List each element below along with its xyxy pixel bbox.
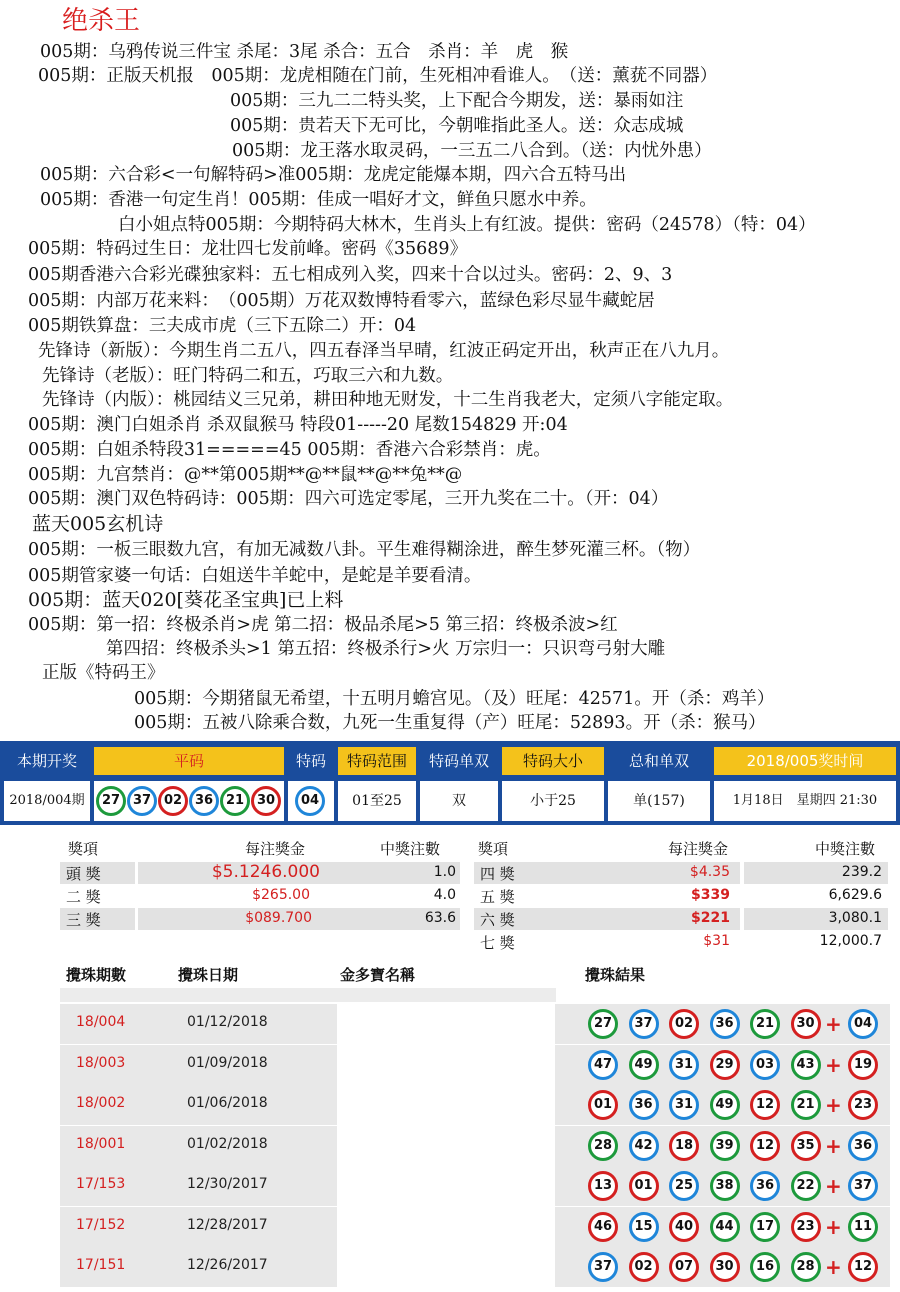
result-ball: 31 [669, 1050, 699, 1080]
result-ball: 27 [588, 1009, 618, 1039]
result-ball: 30 [710, 1252, 740, 1282]
row-issue: 17/153 [76, 1176, 126, 1192]
ball: 36 [189, 786, 219, 816]
result-ball: 21 [791, 1090, 821, 1120]
draw-normal-balls [94, 781, 284, 821]
ball: 30 [251, 786, 281, 816]
text-line: 005期：一板三眼数九宫，有加无减数八卦。平生难得糊涂进，醉生梦死灌三杯。（物） [28, 540, 701, 560]
header-size: 特码大小 [502, 747, 604, 775]
prize-amount: $089.700 [245, 910, 312, 926]
row-date: 01/12/2018 [187, 1014, 268, 1030]
row-date: 12/26/2017 [187, 1257, 268, 1273]
history-header-result: 攪珠結果 [585, 966, 646, 984]
result-ball: 03 [750, 1050, 780, 1080]
prize-amount: $339 [691, 887, 730, 903]
text-line: 005期：五被八除乘合数，九死一生重复得（产）旺尾：52893。开（杀：猴马） [134, 713, 766, 733]
text-line: 先锋诗（老版）：旺门特码二和五，巧取三六和九数。 [42, 366, 454, 386]
ball: 02 [158, 786, 188, 816]
result-ball: 17 [750, 1212, 780, 1242]
text-line: 005期香港六合彩光碟独家料：五七相成列入奖，四来十合以过头。密码：2、9、3 [28, 265, 673, 285]
result-ball: 15 [629, 1212, 659, 1242]
result-ball: 21 [750, 1009, 780, 1039]
special-ball: 04 [848, 1009, 878, 1039]
prize-amount: $31 [703, 933, 730, 949]
ball: 37 [127, 786, 157, 816]
table-row [60, 1207, 890, 1247]
result-ball: 43 [791, 1050, 821, 1080]
result-ball: 07 [669, 1252, 699, 1282]
result-ball: 12 [750, 1090, 780, 1120]
prize-name: 五 獎 [480, 888, 515, 906]
result-ball: 28 [588, 1131, 618, 1161]
draw-issue: 2018/004期 [4, 781, 90, 821]
ball: 21 [220, 786, 250, 816]
result-ball: 46 [588, 1212, 618, 1242]
text-line: 第四招：终极杀头>1 第五招：终极杀行>火 万宗归一：只识弯弓射大雕 [106, 639, 666, 659]
result-ball: 22 [791, 1171, 821, 1201]
page-title: 绝杀王 [62, 6, 141, 36]
prize-name: 三 獎 [66, 911, 101, 929]
text-line: 005期：乌鸦传说三件宝 杀尾：3尾 杀合：五合 杀肖：羊 虎 猴 [40, 42, 569, 62]
section-heading: 蓝天005玄机诗 [32, 513, 164, 535]
table-row [60, 1004, 890, 1044]
header-odd-even: 特码单双 [428, 752, 489, 770]
header-next-time: 2018/005奖时间 [714, 747, 896, 775]
text-line: 005期铁算盘：三夫成市虎（三下五除二）开：04 [28, 316, 417, 336]
prize-name: 六 獎 [480, 911, 515, 929]
special-ball: 37 [848, 1171, 878, 1201]
row-issue: 17/151 [76, 1257, 126, 1273]
draw-sum-odd-even: 单(157) [608, 781, 710, 821]
draw-odd-even: 双 [420, 781, 498, 821]
result-ball: 47 [588, 1050, 618, 1080]
text-line: 005期：内部万花来料： （005期）万花双数博特看零六，蓝绿色彩尽显牛藏蛇居 [28, 291, 655, 311]
row-issue: 18/004 [76, 1014, 126, 1030]
prize-count: 12,000.7 [819, 933, 882, 949]
prize-count: 63.6 [424, 910, 456, 926]
text-line: 005期：澳门双色特码诗：005期：四六可选定零尾，三开九奖在二十。（开：04） [28, 489, 669, 509]
plus-sign: + [825, 1012, 842, 1036]
plus-sign: + [825, 1214, 842, 1239]
table-row [60, 1247, 890, 1287]
result-ball: 16 [750, 1252, 780, 1282]
table-row [60, 1126, 890, 1166]
prize-amount: $5.1246.000 [211, 862, 320, 882]
result-ball: 44 [710, 1212, 740, 1242]
table-row [60, 1045, 890, 1085]
result-ball: 23 [791, 1212, 821, 1242]
plus-sign: + [825, 1255, 842, 1279]
result-ball: 37 [629, 1009, 659, 1039]
row-issue: 18/003 [76, 1054, 126, 1071]
result-ball: 36 [750, 1171, 780, 1201]
plus-sign: + [825, 1133, 842, 1158]
text-line: 005期：香港一句定生肖！005期：佳成一唱好才文，鲜鱼只愿水中养。 [40, 190, 597, 210]
header-special: 特码 [295, 752, 326, 770]
result-ball: 25 [669, 1171, 699, 1201]
text-line: 005期：第一招：终极杀肖>虎 第二招：极品杀尾>5 第三招：终极杀波>红 [28, 615, 618, 635]
prize-header-amount: 每注獎金 [245, 840, 306, 858]
text-line: 005期：澳门白姐杀肖 杀双鼠猴马 特段01-----20 尾数154829 开:04 [28, 415, 568, 435]
text-line: 先锋诗（内版）：桃园结义三兄弟，耕田种地无财发，十二生肖我老大，定须八字能定取。 [42, 390, 734, 410]
text-line: 白小姐点特005期：今期特码大林木，生肖头上有红波。提供：密码（24578）（特：04） [118, 215, 816, 235]
special-ball: 36 [848, 1131, 878, 1161]
result-ball: 02 [629, 1252, 659, 1282]
table-row [60, 1085, 890, 1125]
prize-name: 四 獎 [480, 865, 515, 883]
history-header-date: 攪珠日期 [178, 966, 239, 984]
result-ball: 01 [629, 1171, 659, 1201]
prize-header-count: 中獎注數 [380, 840, 441, 858]
plus-sign: + [825, 1093, 842, 1117]
text-line: 005期：蓝天020[葵花圣宝典]已上料 [28, 589, 344, 611]
row-issue: 18/002 [76, 1095, 126, 1111]
text-line: 005期：特码过生日：龙壮四七发前峰。密码《35689》 [28, 239, 468, 259]
prize-count: 239.2 [841, 864, 882, 880]
text-line: 005期：三九二二特头奖，上下配合今期发，送：暴雨如注 [230, 91, 684, 111]
prize-header-name: 獎項 [68, 840, 99, 858]
special-ball: 11 [848, 1212, 878, 1242]
draw-result-table [0, 741, 900, 825]
prize-name: 頭 獎 [66, 865, 101, 883]
prize-amount: $265.00 [252, 887, 310, 903]
prize-header-amount: 每注獎金 [668, 840, 729, 858]
result-ball: 12 [750, 1131, 780, 1161]
draw-special-ball [288, 781, 334, 821]
result-ball: 42 [629, 1131, 659, 1161]
prize-count: 1.0 [433, 864, 456, 880]
history-header-name: 金多寶名稱 [340, 966, 416, 984]
prize-count: 4.0 [433, 887, 456, 903]
text-line: 先锋诗（新版）：今期生肖二五八，四五春泽当早晴，红波正码定开出，秋声正在八九月。 [38, 341, 730, 361]
result-ball: 28 [791, 1252, 821, 1282]
result-ball: 37 [588, 1252, 618, 1282]
result-ball: 13 [588, 1171, 618, 1201]
text-line: 005期：白姐杀特段31=====45 005期：香港六合彩禁肖：虎。 [28, 440, 551, 460]
row-issue: 18/001 [76, 1135, 126, 1152]
header-range: 特码范围 [338, 747, 416, 775]
text-line: 005期：六合彩<一句解特码>准005期：龙虎定能爆本期，四六合五特马出 [40, 165, 627, 185]
row-date: 01/02/2018 [187, 1135, 268, 1152]
prize-count: 6,629.6 [828, 887, 882, 903]
draw-size: 小于25 [502, 781, 604, 821]
result-ball: 49 [710, 1090, 740, 1120]
text-line: 005期：正版天机报 005期：龙虎相随在门前，生死相冲看谁人。 （送：薰莸不同器） [38, 66, 718, 86]
text-line: 005期：贵若天下无可比，今朝唯指此圣人。送：众志成城 [230, 116, 684, 136]
plus-sign: + [825, 1052, 842, 1077]
result-ball: 40 [669, 1212, 699, 1242]
section-heading: 正版《特码王》 [42, 663, 165, 683]
result-ball: 31 [669, 1090, 699, 1120]
result-ball: 49 [629, 1050, 659, 1080]
text-line: 005期：九宫禁肖：@**第005期**@**鼠**@**兔**@ [28, 465, 463, 485]
plus-sign: + [825, 1174, 842, 1198]
prize-name: 七 獎 [480, 934, 515, 952]
text-line: 005期：龙王落水取灵码，一三五二八合到。（送：内忧外患） [232, 141, 712, 161]
result-ball: 01 [588, 1090, 618, 1120]
header-sum-odd-even: 总和单双 [628, 752, 689, 770]
result-ball: 35 [791, 1131, 821, 1161]
result-ball: 29 [710, 1050, 740, 1080]
draw-next-time: 1月18日 星期四 21:30 [714, 781, 896, 821]
ball: 04 [295, 786, 325, 816]
prize-count: 3,080.1 [828, 910, 882, 926]
text-line: 005期：今期猪鼠无希望，十五明月蟾宫见。（及）旺尾：42571。开（杀：鸡羊） [134, 689, 775, 709]
ball: 27 [96, 786, 126, 816]
result-ball: 38 [710, 1171, 740, 1201]
draw-range: 01至25 [338, 781, 416, 821]
row-issue: 17/152 [76, 1216, 126, 1233]
table-row [60, 1166, 890, 1206]
row-date: 12/28/2017 [187, 1216, 268, 1233]
special-ball: 19 [848, 1050, 878, 1080]
result-ball: 18 [669, 1131, 699, 1161]
special-ball: 12 [848, 1252, 878, 1282]
prize-header-count: 中獎注數 [815, 840, 876, 858]
text-line: 005期管家婆一句话：白姐送牛羊蛇中，是蛇是羊要看清。 [28, 566, 482, 586]
result-ball: 39 [710, 1131, 740, 1161]
prize-header-name: 獎項 [478, 840, 509, 858]
header-normal-numbers: 平码 [94, 747, 284, 775]
result-ball: 36 [710, 1009, 740, 1039]
prize-name: 二 獎 [66, 888, 101, 906]
row-date: 01/09/2018 [187, 1054, 268, 1071]
result-ball: 30 [791, 1009, 821, 1039]
history-header-issue: 攪珠期數 [66, 966, 127, 984]
row-date: 01/06/2018 [187, 1095, 268, 1111]
result-ball: 02 [669, 1009, 699, 1039]
header-current-draw: 本期开奖 [16, 752, 77, 770]
prize-amount: $221 [691, 910, 730, 926]
special-ball: 23 [848, 1090, 878, 1120]
result-ball: 36 [629, 1090, 659, 1120]
prize-amount: $4.35 [689, 864, 730, 880]
row-date: 12/30/2017 [187, 1176, 268, 1192]
